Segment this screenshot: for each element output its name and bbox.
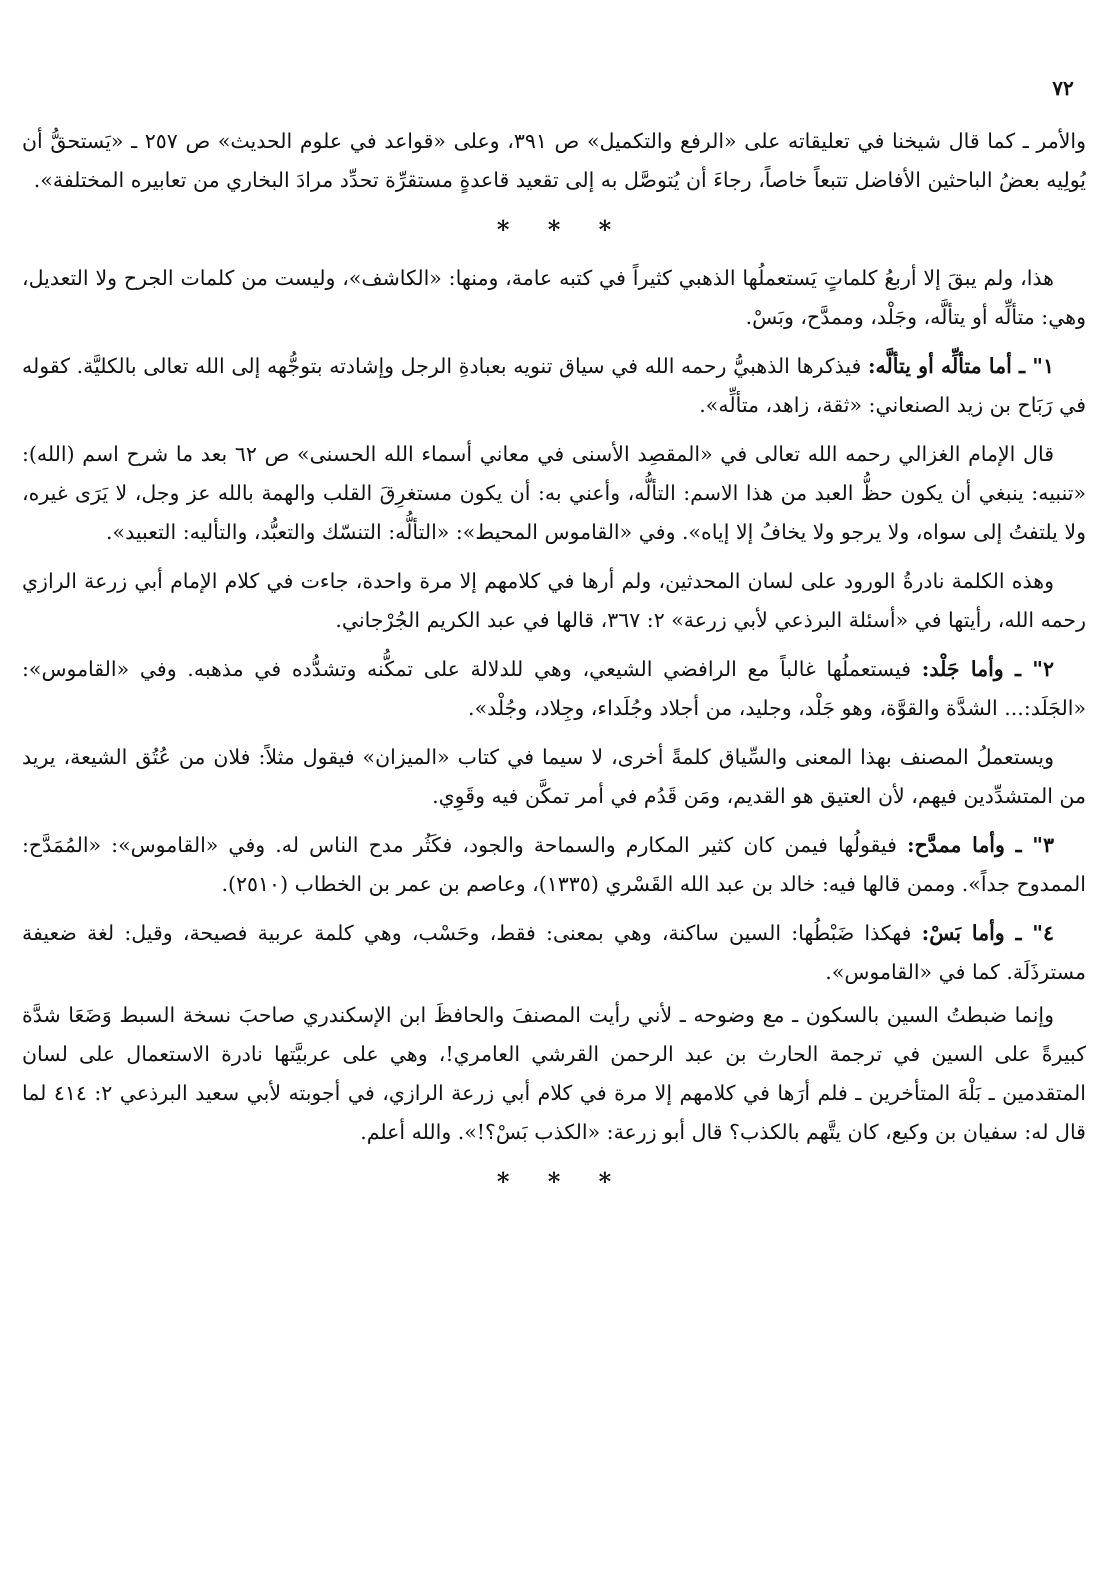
paragraph-6-lead: ٢" ـ وأما جَلْد: <box>921 657 1054 681</box>
paragraph-9-body: فهكذا ضَبْطُها: السين ساكنة، وهي بمعنى: فقط، وحَسْب، وهي كلمة عربية فصيحة، وقيل: لغة ضعيفة مسترذَلَة. كما في «القاموس». <box>22 921 1086 984</box>
paragraph-3-lead: ١" ـ أما متألِّه أو يتألَّه: <box>867 354 1055 378</box>
section-separator-1: * * * <box>496 215 612 244</box>
paragraph-10: وإنما ضبطتُ السين بالسكون ـ مع وضوحه ـ لأني رأيت المصنفَ والحافظَ ابن الإسكندري صاحبَ نسخة السبط وَضَعَا شدَّة كبيرةً على السين في ترجمة الحارث بن عبد الرحمن القرشي العامري!، وهي على عربيَّتها نادرة الاستعمال على لسان المتقدمين ـ بَلْهَ المتأخرين ـ فلم أرَها في كلامهم إلا مرة في كلام أبي زرعة الرازي، في أجوبته لأبي سعيد البرذعي ٢: ٤١٤ لما قال له: سفيان بن وكيع، كان يتَّهم بالكذب؟ قال أبو زرعة: «الكذب بَسْ؟!». والله أعلم. <box>22 1003 1086 1144</box>
section-separator-2: * * * <box>496 1167 612 1196</box>
paragraph-6-jald <box>22 650 1086 728</box>
paragraph-7: ويستعملُ المصنف بهذا المعنى والسِّياق كلمةً أخرى، لا سيما في كتاب «الميزان» فيقول مثلاً: فلان من عُتُق الشيعة، يريد من المتشدِّدين فيهم، لأن العتيق هو القديم، ومَن قَدُم في أمر تمكَّن فيه وقَوِي. <box>22 745 1086 808</box>
page-number: ٧٢ <box>1052 76 1074 100</box>
paragraph-4: قال الإمام الغزالي رحمه الله تعالى في «المقصِد الأسنى في معاني أسماء الله الحسنى» ص ٦٢ بعد ما شرح اسم (الله): «تنبيه: ينبغي أن يكون حظُّ العبد من هذا الاسم: التألُّه، وأعني به: أن يكون مستغرِقَ القلب والهمة بالله عز وجل، لا يَرَى غيره، ولا يلتفتُ إلى سواه، ولا يرجو ولا يخافُ إلا إياه». وفي «القاموس المحيط»: «التألُّه: التنسّك والتعبُّد، والتأليه: التعبيد». <box>22 442 1086 544</box>
paragraph-9-lead: ٤" ـ وأما بَسْ: <box>921 921 1054 945</box>
paragraph-2: هذا، ولم يبقَ إلا أربعُ كلماتٍ يَستعملُها الذهبي كثيراً في كتبه عامة، ومنها: «الكاشف»، وليست من كلمات الجرح ولا التعديل، وهي: متألِّه أو يتألَّه، وجَلْد، وممدَّح، وبَسْ. <box>22 266 1086 329</box>
paragraph-6-body: فيستعملُها غالباً مع الرافضي الشيعي، وهي للدلالة على تمكُّنه وتشدُّده في مذهبه. وفي «القاموس»: «الجَلَد:... الشدَّة والقوَّة، وهو جَلْد، وجليد، من أجلاد وجُلَداء، وجِلاد، وجُلْد». <box>22 657 1086 720</box>
paragraph-8-body: فيقولُها فيمن كان كثير المكارم والسماحة والجود، فكَثُر مدح الناس له. وفي «القاموس»: «المُمَدَّح: الممدوح جداً». وممن قالها فيه: خالد بن عبد الله القَسْري (١٣٣٥)، وعاصم بن عمر بن الخطاب (٢٥١٠). <box>22 833 1086 896</box>
text-column <box>22 122 1086 1211</box>
paragraph-3-body: فيذكرها الذهبيُّ رحمه الله في سياق تنويه بعبادةِ الرجل وإشادته بتوجُّهه إلى الله تعالى بالكليَّة. كقوله في رَبَاح بن زيد الصنعاني: «ثقة، زاهد، متألِّه». <box>22 354 1086 417</box>
paragraph-5: وهذه الكلمة نادرةُ الورود على لسان المحدثين، ولم أرها في كلامهم إلا مرة واحدة، جاءت في كلام الإمام أبي زرعة الرازي رحمه الله، رأيتها في «أسئلة البرذعي لأبي زرعة» ٢: ٣٦٧، قالها في عبد الكريم الجُرْجاني. <box>22 569 1086 632</box>
paragraph-8-lead: ٣" ـ وأما ممدَّح: <box>906 833 1055 857</box>
paragraph-9-bas <box>22 914 1086 992</box>
paragraph-1: والأمر ـ كما قال شيخنا في تعليقاته على «الرفع والتكميل» ص ٣٩١، وعلى «قواعد في علوم الحديث» ص ٢٥٧ ـ «يَستحقُّ أن يُولِيه بعضُ الباحثين الأفاضل تتبعاً خاصاً، رجاءَ أن يُتوصَّل به إلى تقعيد قاعدةٍ مستقرِّة تحدِّد مرادَ البخاري من تعابيره المختلفة». <box>22 129 1087 192</box>
paragraph-8-mumaddah <box>22 826 1086 904</box>
paragraph-3-mutaallih <box>22 347 1086 425</box>
